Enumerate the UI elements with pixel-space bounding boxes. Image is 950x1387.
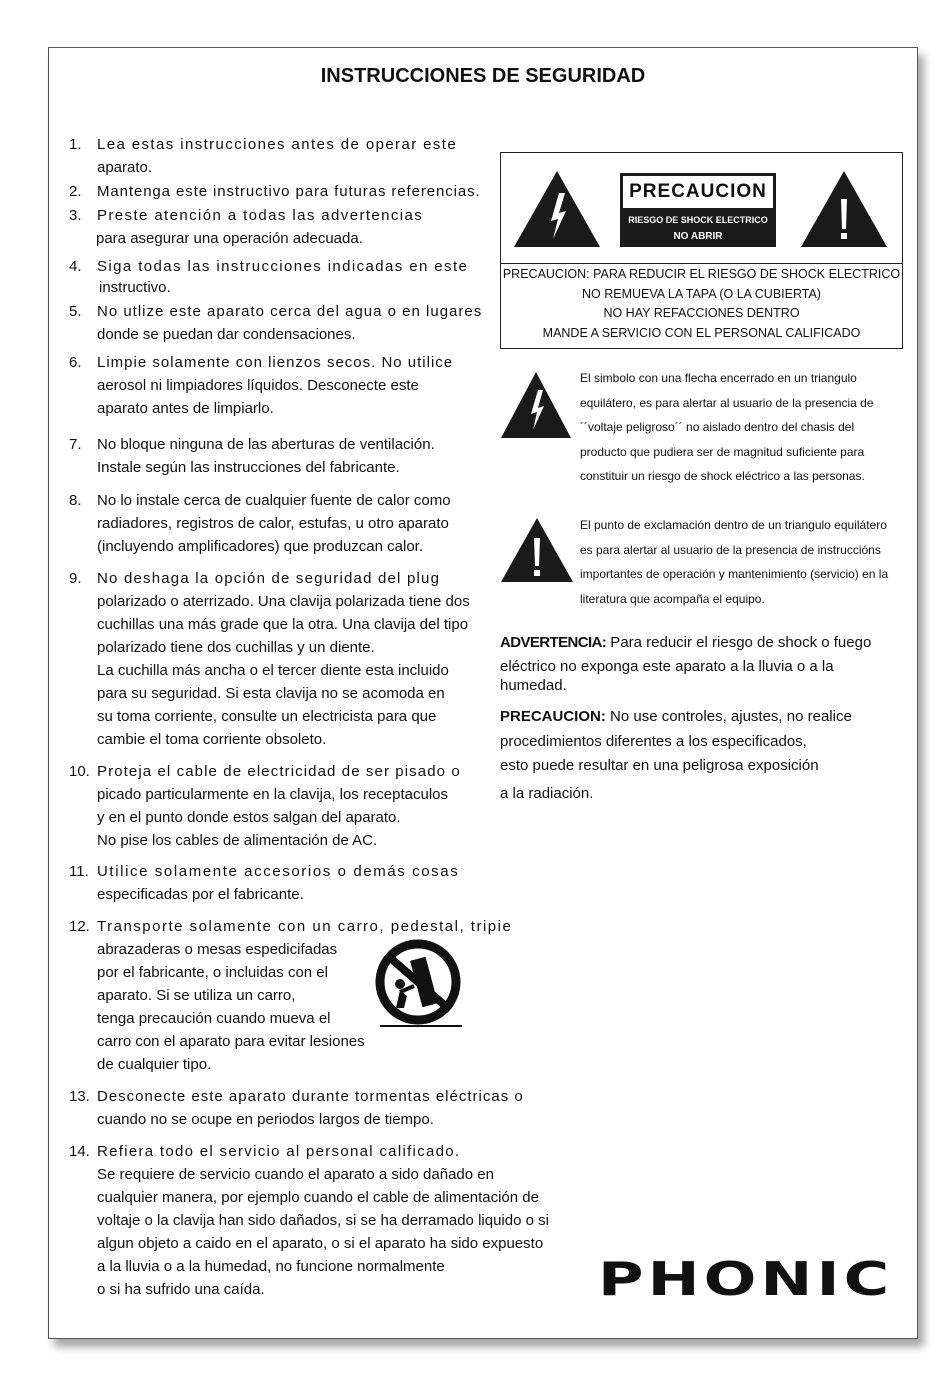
- item-line: No bloque ninguna de las aberturas de ventilación.: [97, 436, 435, 453]
- exclamation-warning-icon: [799, 169, 889, 249]
- divider: [501, 263, 902, 264]
- item-line: No pise los cables de alimentación de AC.: [97, 832, 378, 849]
- item-line: o si ha sufrido una caída.: [97, 1281, 265, 1298]
- item-line: Proteja el cable de electricidad de ser pisado o: [97, 763, 461, 780]
- item-line: Preste atención a todas las advertencias: [97, 207, 424, 224]
- item-line: polarizado tiene dos cuchillas y un diente.: [97, 639, 375, 656]
- item-line: carro con el aparato para evitar lesiones: [97, 1033, 365, 1050]
- warning-line: eléctrico no exponga este aparato a la lluvia o a la: [500, 657, 834, 675]
- explanation-line: es para alertar al usuario de la presencia de instruccións: [580, 542, 881, 557]
- item-number: 4.: [69, 258, 82, 275]
- item-number: 2.: [69, 183, 82, 200]
- item-line: instructivo.: [99, 279, 171, 296]
- caution-line: NO HAY REFACCIONES DENTRO: [603, 306, 800, 320]
- item-number: 3.: [69, 207, 82, 224]
- caution-paragraph: [500, 705, 852, 806]
- item-line: especificadas por el fabricante.: [97, 886, 304, 903]
- item-line: Limpie solamente con lienzos secos. No utilice: [97, 354, 454, 371]
- item-line: aparato. Si se utiliza un carro,: [97, 987, 296, 1004]
- item-line: aparato antes de limpiarlo.: [97, 400, 274, 417]
- item-line: y en el punto donde estos salgan del aparato.: [97, 809, 401, 826]
- item-number: 12.: [69, 918, 90, 935]
- item-line: Desconecte este aparato durante tormentas eléctricas o: [97, 1088, 524, 1105]
- item-number: 7.: [69, 436, 82, 453]
- explanation-line: El simbolo con una flecha encerrado en un triangulo: [580, 371, 857, 385]
- caution-label-line: NO ABRIR: [673, 231, 723, 242]
- item-number: 11.: [69, 863, 89, 880]
- caution-paragraph-label: PRECAUCION:: [500, 708, 606, 725]
- explanation-line: literatura que acompaña el equipo.: [580, 591, 765, 606]
- item-line: tenga precaución cuando mueva el: [97, 1010, 331, 1027]
- page-title: INSTRUCCIONES DE SEGURIDAD: [320, 65, 646, 87]
- item-line: cualquier manera, por ejemplo cuando el cable de alimentación de: [97, 1189, 539, 1206]
- lightning-warning-icon: [512, 169, 602, 249]
- item-line: para asegurar una operación adecuada.: [96, 230, 363, 247]
- item-line: abrazaderas o mesas espedicifadas: [97, 941, 338, 958]
- explanation-line: El punto de exclamación dentro de un triangulo equilátero: [580, 518, 887, 532]
- caution-line: PRECAUCION: PARA REDUCIR EL RIESGO DE SHOCK ELECTRICO: [502, 267, 901, 281]
- item-line: Refiera todo el servicio al personal calificado.: [97, 1143, 461, 1160]
- phonic-logo: PHONIC: [598, 1252, 894, 1306]
- item-line: Siga todas las instrucciones indicadas en este: [97, 258, 469, 275]
- item-line: Lea estas instrucciones antes de operar este: [97, 136, 458, 153]
- caution-label-title: PRECAUCION: [623, 176, 773, 208]
- lightning-explanation: [580, 366, 874, 489]
- item-number: 13.: [69, 1088, 90, 1105]
- item-line: picado particularmente en la clavija, los receptaculos: [97, 786, 449, 803]
- item-line: algun objeto a caido en el aparato, o si el aparato ha sido expuesto: [97, 1235, 544, 1252]
- item-line: Transporte solamente con un carro, pedestal, tripie: [97, 918, 513, 935]
- caution-text: [501, 265, 902, 343]
- caution-line: NO REMUEVA LA TAPA (O LA CUBIERTA): [582, 286, 821, 301]
- item-number: 10.: [69, 763, 90, 780]
- item-number: 14.: [69, 1143, 90, 1160]
- item-number: 1.: [69, 136, 82, 153]
- item-number: 6.: [69, 354, 82, 371]
- explanation-line: equilátero, es para alertar al usuario de la presencia de: [580, 395, 874, 410]
- item-line: Utilice solamente accesorios o demás cosas: [97, 863, 460, 880]
- item-line: para su seguridad. Si esta clavija no se acomoda en: [97, 685, 445, 702]
- item-line: aparato.: [97, 159, 153, 176]
- warning-label: ADVERTENCIA:: [500, 634, 607, 651]
- caution-label: [620, 173, 776, 247]
- item-line: Se requiere de servicio cuando el aparato a sido dañado en: [97, 1166, 494, 1183]
- warning-line: humedad.: [500, 677, 567, 694]
- item-line: (incluyendo amplificadores) que produzcan calor.: [97, 538, 424, 555]
- caution-paragraph-line: a la radiación.: [500, 784, 594, 802]
- explanation-line: constituir un riesgo de shock eléctrico a las personas.: [580, 469, 865, 483]
- warning-text: Para reducir el riesgo de shock o fuego: [606, 634, 872, 651]
- manual-page: [48, 47, 918, 1339]
- item-line: No deshaga la opción de seguridad del plug: [97, 570, 441, 587]
- item-line: aerosol ni limpiadores líquidos. Desconecte este: [97, 377, 419, 394]
- item-line: cuando no se ocupe en periodos largos de tiempo.: [97, 1111, 434, 1128]
- item-line: polarizado o aterrizado. Una clavija polarizada tiene dos: [97, 593, 470, 610]
- item-line: cuchillas una más grade que la otra. Una clavija del tipo: [97, 616, 469, 633]
- item-line: donde se puedan dar condensaciones.: [97, 326, 356, 343]
- item-line: de cualquier tipo.: [97, 1056, 212, 1073]
- explanation-line: producto que pudiera ser de magnitud suficiente para: [580, 444, 865, 459]
- caution-paragraph-line: procedimientos diferentes a los especificados,: [500, 732, 807, 750]
- item-line: su toma corriente, consulte un electricista para que: [97, 708, 437, 725]
- caution-line: MANDE A SERVICIO CON EL PERSONAL CALIFICADO: [542, 325, 861, 340]
- item-line: cambie el toma corriente obsoleto.: [97, 731, 327, 748]
- caution-paragraph-line: esto puede resultar en una peligrosa exposición: [500, 757, 819, 774]
- item-line: radiadores, registros de calor, estufas, u otro aparato: [97, 515, 449, 532]
- caution-label-line: RIESGO DE SHOCK ELECTRICO: [628, 215, 768, 225]
- exclamation-warning-icon: [500, 516, 574, 584]
- caution-paragraph-text: No use controles, ajustes, no realice: [605, 708, 852, 725]
- item-line: No utlize este aparato cerca del agua o en lugares: [97, 303, 483, 320]
- caution-warning-box: [500, 152, 903, 349]
- explanation-line: ´´voltaje peligroso´´ no aislado dentro del chasis del: [580, 420, 855, 434]
- item-number: 8.: [69, 492, 82, 509]
- exclamation-explanation: [580, 513, 888, 611]
- item-line: Instale según las instrucciones del fabricante.: [97, 459, 400, 476]
- item-line: a la lluvia o a la humedad, no funcione normalmente: [97, 1258, 445, 1275]
- item-line: voltaje o la clavija han sido dañados, si se ha derramado liquido o si: [97, 1212, 549, 1229]
- warning-paragraph: [500, 631, 871, 698]
- item-line: por el fabricante, o incluidas con el: [97, 964, 328, 981]
- cart-tipover-icon: [374, 938, 464, 1030]
- item-line: La cuchilla más ancha o el tercer diente esta incluido: [97, 662, 449, 679]
- lightning-warning-icon: [500, 370, 572, 440]
- item-number: 9.: [69, 570, 82, 587]
- explanation-line: importantes de operación y mantenimiento (servicio) en la: [580, 567, 889, 581]
- item-line: Mantenga este instructivo para futuras referencias.: [97, 183, 481, 200]
- item-line: No lo instale cerca de cualquier fuente de calor como: [97, 492, 451, 509]
- item-number: 5.: [69, 303, 82, 320]
